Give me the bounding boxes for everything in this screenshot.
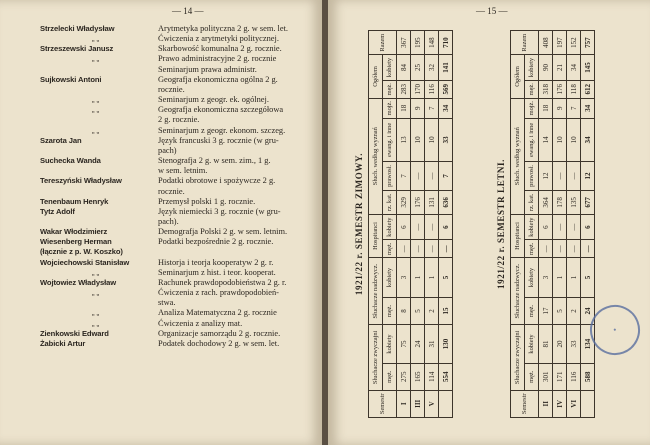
lecturer-name xyxy=(40,85,158,95)
course-description: Seminarjum z hist. i teor. kooperat. xyxy=(158,267,276,277)
lecturer-name: „ „ xyxy=(92,95,99,105)
list-item xyxy=(40,156,310,166)
cell-pr: 12 xyxy=(581,162,595,191)
cell-om: 612 xyxy=(581,80,595,98)
subheader-kob: kobiety xyxy=(383,325,397,364)
list-item xyxy=(40,197,310,207)
cell-mo: 18 xyxy=(539,98,553,118)
table-total-row xyxy=(581,31,595,418)
lecturer-name: Sujkowski Antoni xyxy=(40,74,102,84)
lecturer-name: Szarota Jan xyxy=(40,135,82,145)
cell-sem: I xyxy=(397,390,411,417)
cell-sem: IV xyxy=(553,390,567,417)
cell-ew: 10 xyxy=(553,118,567,161)
course-description: Seminarjum z geogr. ekonom. szczeg. xyxy=(158,125,286,135)
cell-ok: 32 xyxy=(425,55,439,81)
cell-sem: II xyxy=(539,390,553,417)
summer-semester-table xyxy=(510,30,595,418)
cell-zk: 130 xyxy=(439,325,453,364)
cell-ew: 10 xyxy=(567,118,581,161)
cell-ew: 34 xyxy=(581,118,595,161)
column-header-semestr: Semestr xyxy=(511,390,539,417)
table-row xyxy=(553,31,567,418)
column-header-nadzwyczajni: Słuchacze nadzwycz. xyxy=(511,258,525,325)
lecturer-name: „ „ xyxy=(92,318,99,328)
cell-sem xyxy=(439,390,453,417)
lecturer-name: Wojciechowski Stanisław xyxy=(40,257,130,267)
page-number-right: — 15 — xyxy=(476,6,508,16)
lecturer-name: „ „ xyxy=(92,125,99,135)
course-description: Geografja ekonomiczna ogólna 2 g. xyxy=(158,74,278,84)
cell-hm: — xyxy=(425,240,439,258)
course-description: Demografja Polski 2 g. w sem. letnim. xyxy=(158,227,288,237)
cell-nm: 2 xyxy=(425,297,439,324)
subheader-mez: męż. xyxy=(525,240,539,258)
cell-rk: 636 xyxy=(439,190,453,214)
cell-hk: — xyxy=(411,214,425,240)
list-item xyxy=(40,34,310,44)
lecturer-name: „ „ xyxy=(92,288,99,298)
list-item xyxy=(40,258,310,268)
cell-hk: — xyxy=(425,214,439,240)
course-description: Język niemiecki 3 g. rocznie (w gru- xyxy=(158,206,281,216)
lecturer-name: Tereszyński Władysław xyxy=(40,176,122,186)
subheader-kob: kobiety xyxy=(525,55,539,81)
list-item xyxy=(40,176,310,186)
cell-hm: — xyxy=(567,240,581,258)
left-page xyxy=(0,0,322,445)
course-description: 2 g. rocznie. xyxy=(158,115,200,125)
subheader-ewang: ewang. i inne xyxy=(525,118,539,161)
subheader-kob: kobiety xyxy=(383,55,397,81)
cell-zm: 301 xyxy=(539,363,553,390)
course-description: rocznie. xyxy=(158,84,185,94)
course-description: Ćwiczenia z rach. prawdopodobień- xyxy=(158,288,279,298)
lecturer-name: „ „ xyxy=(92,34,99,44)
column-header-semestr: Semestr xyxy=(369,390,397,417)
list-item xyxy=(40,95,310,105)
lecturer-name: (łącznie z p. W. Koszko) xyxy=(40,247,123,257)
cell-zm: 554 xyxy=(439,363,453,390)
subheader-kob: kobiety xyxy=(525,214,539,240)
cell-sem xyxy=(581,390,595,417)
cell-hk: — xyxy=(553,214,567,240)
lecturer-name: Zienkowski Edward xyxy=(40,328,109,338)
cell-mo: 34 xyxy=(439,98,453,118)
cell-raz: 367 xyxy=(397,31,411,55)
cell-nm: 5 xyxy=(553,297,567,324)
cell-nm: 15 xyxy=(439,297,453,324)
list-item xyxy=(40,65,310,75)
cell-nk: 1 xyxy=(425,258,439,298)
cell-rk: 178 xyxy=(553,190,567,214)
course-description: Język francuski 3 g. rocznie (w gru- xyxy=(158,135,279,145)
table-row xyxy=(539,31,553,418)
course-description: w sem. letnim. xyxy=(158,166,208,176)
course-description: Seminarjum z geogr. ek. ogólnej. xyxy=(158,95,269,105)
course-description: rocznie. xyxy=(158,186,185,196)
cell-raz: 408 xyxy=(539,31,553,55)
cell-nm: 24 xyxy=(581,297,595,324)
lecturer-name: „ „ xyxy=(92,54,99,64)
cell-nk: 1 xyxy=(553,258,567,298)
table-row xyxy=(397,31,411,418)
table-row xyxy=(425,31,439,418)
column-header-ogolem: Ogółem xyxy=(511,55,525,98)
column-header-nadzwyczajni: Słuchacze nadzwycz. xyxy=(369,258,383,325)
course-description xyxy=(158,247,310,257)
subheader-kob: kobiety xyxy=(525,325,539,364)
cell-raz: 148 xyxy=(425,31,439,55)
cell-pr: — xyxy=(411,162,425,191)
cell-om: 176 xyxy=(553,80,567,98)
course-description: pach) xyxy=(158,145,177,155)
cell-nk: 3 xyxy=(397,258,411,298)
cell-mo: 9 xyxy=(411,98,425,118)
cell-ew: 13 xyxy=(397,118,411,161)
cell-rk: 135 xyxy=(567,190,581,214)
cell-hk: 6 xyxy=(439,214,453,240)
cell-raz: 757 xyxy=(581,31,595,55)
cell-hm: — xyxy=(581,240,595,258)
winter-semester-block xyxy=(354,30,494,418)
cell-nm: 17 xyxy=(539,297,553,324)
column-header-wyznan: Słuch. według wyznań xyxy=(511,98,525,214)
cell-mo: 9 xyxy=(553,98,567,118)
cell-zk: 31 xyxy=(425,325,439,364)
lecturer-name: Suchecka Wanda xyxy=(40,156,101,166)
cell-zk: 24 xyxy=(411,325,425,364)
subheader-rzkat: rz. kat. xyxy=(383,190,397,214)
cell-mo: 18 xyxy=(397,98,411,118)
cell-ok: 84 xyxy=(397,55,411,81)
subheader-mez: męż. xyxy=(525,297,539,324)
cell-zm: 588 xyxy=(581,363,595,390)
cell-zk: 75 xyxy=(397,325,411,364)
subheader-mez: męż. xyxy=(525,80,539,98)
lecturer-name: Wojtowiez Władysław xyxy=(40,277,117,287)
column-header-hospitanci: Hospitanci xyxy=(511,214,525,257)
cell-om: 118 xyxy=(567,80,581,98)
cell-zk: 81 xyxy=(539,325,553,364)
cell-ok: 145 xyxy=(581,55,595,81)
rotated-statistics xyxy=(346,30,636,418)
lecturer-name: Żabicki Artur xyxy=(40,338,86,348)
subheader-prawosl: prawosł. xyxy=(383,162,397,191)
list-item xyxy=(40,237,310,247)
summer-semester-title: 1921/22 r. SEMESTR LETNI. xyxy=(496,159,506,289)
course-description: Organizacje samorządu 2 g. rocznie. xyxy=(158,328,281,338)
table-row xyxy=(411,31,425,418)
subheader-prawosl: prawosł. xyxy=(525,162,539,191)
cell-nk: 3 xyxy=(539,258,553,298)
lecturer-name: Wiesenberg Herman xyxy=(40,237,112,247)
cell-pr: — xyxy=(567,162,581,191)
cell-zk: 20 xyxy=(553,325,567,364)
cell-om: 116 xyxy=(425,80,439,98)
lecturer-name: „ „ xyxy=(92,308,99,318)
cell-zk: 33 xyxy=(567,325,581,364)
cell-hk: 6 xyxy=(581,214,595,240)
cell-ew: 14 xyxy=(539,118,553,161)
cell-ew: 10 xyxy=(425,118,439,161)
cell-rk: 677 xyxy=(581,190,595,214)
cell-ok: 141 xyxy=(439,55,453,81)
cell-hm: — xyxy=(553,240,567,258)
subheader-rzkat: rz. kat. xyxy=(525,190,539,214)
column-header-zwyczajni: Słuchacze zwyczajni xyxy=(511,325,525,390)
cell-raz: 195 xyxy=(411,31,425,55)
cell-nk: 1 xyxy=(567,258,581,298)
cell-pr: — xyxy=(553,162,567,191)
list-item xyxy=(40,44,310,54)
cell-pr: — xyxy=(425,162,439,191)
cell-ok: 90 xyxy=(539,55,553,81)
course-description: Arytmetyka polityczna 2 g. w sem. let. xyxy=(158,24,289,33)
course-description: Rachunek prawdopodobieństwa 2 g. r. xyxy=(158,277,287,287)
subheader-kob: kobiety xyxy=(383,214,397,240)
subheader-mez: męż. xyxy=(383,297,397,324)
lecturer-name xyxy=(40,217,158,227)
list-item xyxy=(40,187,310,197)
list-item xyxy=(40,319,310,329)
course-description: Ćwiczenia z analizy mat. xyxy=(158,318,243,328)
cell-ew: 33 xyxy=(439,118,453,161)
cell-ok: 21 xyxy=(553,55,567,81)
cell-mo: 7 xyxy=(567,98,581,118)
cell-raz: 710 xyxy=(439,31,453,55)
cell-hk: 6 xyxy=(539,214,553,240)
subheader-mojz: mojż. xyxy=(525,98,539,118)
subheader-mez: męż. xyxy=(525,363,539,390)
lecturer-name: Strzeszewski Janusz xyxy=(40,44,114,54)
column-header-zwyczajni: Słuchacze zwyczajni xyxy=(369,325,383,390)
cell-zm: 171 xyxy=(553,363,567,390)
course-description: Seminarjum prawa administr. xyxy=(158,64,257,74)
cell-nm: 8 xyxy=(397,297,411,324)
list-item xyxy=(40,339,310,349)
course-description: stwa. xyxy=(158,298,176,308)
list-item xyxy=(40,329,310,339)
list-item xyxy=(40,247,310,257)
cell-hk: 6 xyxy=(397,214,411,240)
cell-rk: 364 xyxy=(539,190,553,214)
list-item xyxy=(40,166,310,176)
lecturer-name xyxy=(40,115,158,125)
column-header-razem: Razem xyxy=(369,31,397,55)
cell-pr: 12 xyxy=(539,162,553,191)
cell-sem: III xyxy=(411,390,425,417)
subheader-ewang: ewang. i inne xyxy=(383,118,397,161)
course-description: Stenografja 2 g. w sem. zim., 1 g. xyxy=(158,156,271,166)
cell-om: 283 xyxy=(397,80,411,98)
course-description: Podatek dochodowy 2 g. w sem. let. xyxy=(158,338,280,348)
cell-nm: 2 xyxy=(567,297,581,324)
winter-semester-title: 1921/22 r. SEMESTR ZIMOWY. xyxy=(354,152,364,296)
list-item xyxy=(40,278,310,288)
course-description: pach). xyxy=(158,216,179,226)
lecturer-name xyxy=(40,65,158,75)
cell-mo: 7 xyxy=(425,98,439,118)
cell-ok: 25 xyxy=(411,55,425,81)
cell-raz: 197 xyxy=(553,31,567,55)
summer-semester-block xyxy=(496,30,636,418)
page-number-left: — 14 — xyxy=(172,6,204,16)
cell-nk: 5 xyxy=(439,258,453,298)
list-item xyxy=(40,308,310,318)
subheader-mojz: mojż. xyxy=(383,98,397,118)
lecturer-name xyxy=(40,187,158,197)
lecturer-name: „ „ xyxy=(92,105,99,115)
list-item xyxy=(40,54,310,64)
list-item xyxy=(40,217,310,227)
list-item xyxy=(40,115,310,125)
cell-zm: 165 xyxy=(411,363,425,390)
column-header-wyznan: Słuch. według wyznań xyxy=(369,98,383,214)
cell-nk: 1 xyxy=(411,258,425,298)
cell-om: 318 xyxy=(539,80,553,98)
right-page xyxy=(328,0,650,445)
lecturer-name: „ „ xyxy=(92,267,99,277)
list-item xyxy=(40,207,310,217)
lecturer-name: Tenenbaum Henryk xyxy=(40,196,109,206)
cell-rk: 131 xyxy=(425,190,439,214)
cell-ok: 34 xyxy=(567,55,581,81)
cell-hm: — xyxy=(539,240,553,258)
subheader-kob: kobiety xyxy=(383,258,397,298)
subheader-mez: męż. xyxy=(383,363,397,390)
subheader-mez: męż. xyxy=(383,240,397,258)
list-item xyxy=(40,146,310,156)
cell-pr: 7 xyxy=(439,162,453,191)
cell-rk: 176 xyxy=(411,190,425,214)
list-item xyxy=(40,85,310,95)
cell-rk: 329 xyxy=(397,190,411,214)
cell-pr: 7 xyxy=(397,162,411,191)
cell-raz: 152 xyxy=(567,31,581,55)
cell-mo: 34 xyxy=(581,98,595,118)
cell-zm: 114 xyxy=(425,363,439,390)
course-description: Analiza Matematyczna 2 g. rocznie xyxy=(158,308,277,318)
subheader-mez: męż. xyxy=(383,80,397,98)
cell-hm: — xyxy=(411,240,425,258)
lecturer-name xyxy=(40,166,158,176)
list-item xyxy=(40,298,310,308)
cell-zk: 134 xyxy=(581,325,595,364)
lecturer-name: Strzelecki Władysław xyxy=(40,24,115,33)
column-header-hospitanci: Hospitanci xyxy=(369,214,383,257)
list-item xyxy=(40,136,310,146)
cell-hm: — xyxy=(397,240,411,258)
cell-om: 170 xyxy=(411,80,425,98)
winter-semester-table xyxy=(368,30,453,418)
list-item xyxy=(40,227,310,237)
cell-zm: 275 xyxy=(397,363,411,390)
cell-hm: — xyxy=(439,240,453,258)
cell-sem: VI xyxy=(567,390,581,417)
cell-nk: 5 xyxy=(581,258,595,298)
cell-zm: 116 xyxy=(567,363,581,390)
list-item xyxy=(40,288,310,298)
lecturer-course-list xyxy=(40,24,310,349)
list-item xyxy=(40,75,310,85)
course-description: Przemysł polski 1 g. rocznie. xyxy=(158,196,256,206)
cell-hk: — xyxy=(567,214,581,240)
lecturer-name xyxy=(40,146,158,156)
cell-ew: 10 xyxy=(411,118,425,161)
lecturer-name: Tytz Adolf xyxy=(40,206,75,216)
course-description: Historja i teorja kooperatyw 2 g. r. xyxy=(158,257,274,267)
table-total-row xyxy=(439,31,453,418)
cell-nm: 5 xyxy=(411,297,425,324)
lecturer-name: Wakar Włodzimierz xyxy=(40,227,108,237)
column-header-ogolem: Ogółem xyxy=(369,55,383,98)
course-description: Skarbowość komunalna 2 g. rocznie. xyxy=(158,44,282,54)
course-description: Podatki bezpośrednie 2 g. rocznie. xyxy=(158,237,274,247)
list-item xyxy=(40,268,310,278)
table-row xyxy=(567,31,581,418)
subheader-kob: kobiety xyxy=(525,258,539,298)
lecturer-name xyxy=(40,298,158,308)
list-item xyxy=(40,126,310,136)
cell-om: 569 xyxy=(439,80,453,98)
list-item xyxy=(40,24,310,34)
list-item xyxy=(40,105,310,115)
course-description: Prawo administracyjne 2 g. rocznie xyxy=(158,54,277,64)
cell-sem: V xyxy=(425,390,439,417)
column-header-razem: Razem xyxy=(511,31,539,55)
course-description: Podatki obrotowe i spożywcze 2 g. xyxy=(158,176,276,186)
course-description: Geografja ekonomiczna szczegółowa xyxy=(158,105,284,115)
course-description: Ćwiczenia z arytmetyki politycznej. xyxy=(158,34,279,44)
library-stamp: ● xyxy=(583,298,647,362)
